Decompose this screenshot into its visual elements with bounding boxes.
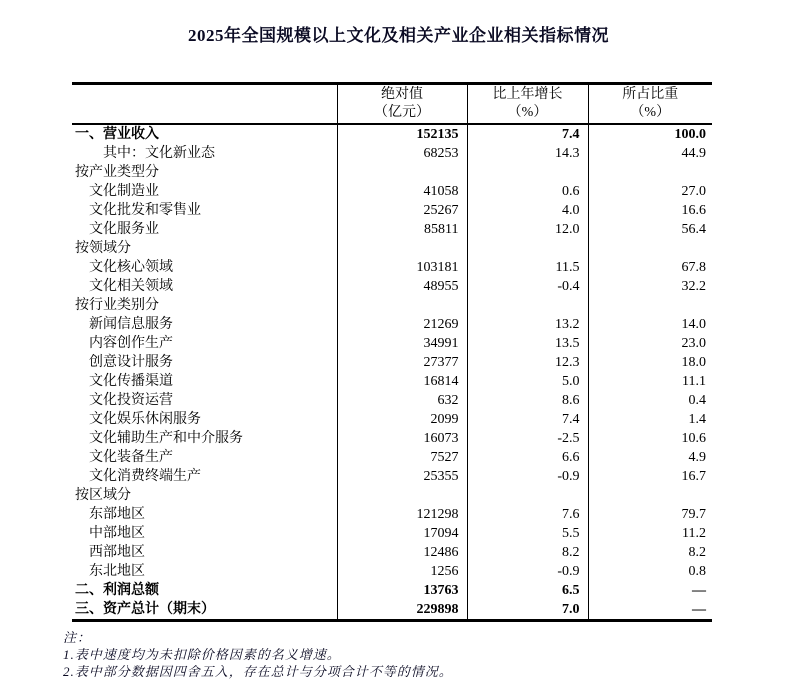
row-value-share: 67.8 [681,260,706,275]
table-row [72,410,712,429]
table-row [72,334,712,353]
row-value-share: 0.4 [688,393,706,408]
table-row [72,163,712,182]
col-header-name: 绝对值 [381,87,423,102]
table-row [72,201,712,220]
row-value-growth: 8.2 [467,543,588,562]
row-value-growth: 5.5 [467,524,588,543]
row-value-growth [467,239,588,258]
indicators-table [72,82,712,622]
row-value-absolute: 229898 [337,600,467,621]
table-row [72,543,712,562]
footnote-item: 2.表中部分数据因四舍五入，存在总计与分项合计不等的情况。 [63,664,453,679]
row-value-share: 16.6 [681,203,706,218]
row-value-growth: 13.5 [467,334,588,353]
col-header-absolute-value [337,84,467,125]
row-value-absolute: 41058 [337,182,467,201]
col-header-name: 比上年增长 [492,87,563,102]
table-row [72,353,712,372]
row-label: 按行业类别分 [72,296,337,315]
table-row [72,391,712,410]
row-value-absolute: 17094 [337,524,467,543]
table-row [72,600,712,621]
row-label: 按产业类型分 [72,163,337,182]
row-value-growth: 7.6 [467,505,588,524]
table-body [72,124,712,621]
row-value-absolute: 121298 [337,505,467,524]
row-value-share [588,296,712,315]
row-value-growth: 14.3 [467,144,588,163]
row-value-share: 4.9 [688,450,706,465]
table-row [72,239,712,258]
row-value-share: 44.9 [681,146,706,161]
row-label: 按领域分 [72,239,337,258]
row-value-growth: -2.5 [467,429,588,448]
row-value-absolute: 48955 [337,277,467,296]
table-row [72,581,712,600]
col-header-yoy-growth [467,84,588,125]
row-value-absolute: 103181 [337,258,467,277]
table-row [72,505,712,524]
row-label: 文化辅助生产和中介服务 [72,429,337,448]
row-value-growth: 5.0 [467,372,588,391]
row-value-growth: 8.6 [467,391,588,410]
table-row [72,524,712,543]
col-header-share [588,84,712,125]
row-label: 文化核心领域 [72,258,337,277]
table-row [72,144,712,163]
row-value-absolute: 25267 [337,201,467,220]
footnote-item: 1.表中速度均为未扣除价格因素的名义增速。 [63,647,341,662]
row-label: 一、营业收入 [72,124,337,144]
row-value-absolute: 85811 [337,220,467,239]
table-row [72,315,712,334]
table-row [72,562,712,581]
row-value-share: 1.4 [688,412,706,427]
row-value-share: 23.0 [681,336,706,351]
row-value-absolute [337,486,467,505]
row-value-absolute: 21269 [337,315,467,334]
row-value-growth: -0.9 [467,562,588,581]
row-value-growth: 0.6 [467,182,588,201]
row-label: 文化传播渠道 [72,372,337,391]
row-value-absolute: 632 [337,391,467,410]
table-row [72,277,712,296]
row-value-share: 32.2 [681,279,706,294]
row-label: 内容创作生产 [72,334,337,353]
row-value-growth [467,486,588,505]
row-label: 三、资产总计（期末） [72,600,337,621]
page-title: 2025年全国规模以上文化及相关产业企业相关指标情况 [188,26,609,45]
row-value-absolute: 7527 [337,448,467,467]
row-value-share: — [692,602,706,617]
row-label: 按区域分 [72,486,337,505]
row-label: 东部地区 [72,505,337,524]
row-value-growth: 13.2 [467,315,588,334]
col-header-stub [72,84,337,125]
row-value-share: 79.7 [681,507,706,522]
row-value-share: 11.2 [682,526,706,541]
row-label: 新闻信息服务 [72,315,337,334]
row-value-growth: 7.4 [467,410,588,429]
row-value-growth: 7.0 [467,600,588,621]
table-header [72,84,712,125]
table-row [72,182,712,201]
row-value-share: 11.1 [682,374,706,389]
row-value-absolute: 68253 [337,144,467,163]
row-value-growth: 12.0 [467,220,588,239]
row-value-growth: 4.0 [467,201,588,220]
row-label: 文化消费终端生产 [72,467,337,486]
row-value-absolute [337,239,467,258]
footnote-label: 注： [63,630,92,645]
row-value-absolute: 1256 [337,562,467,581]
row-label: 其中：文化新业态 [72,144,337,163]
footnotes [63,629,797,680]
row-value-growth: 12.3 [467,353,588,372]
col-header-unit: （%） [630,105,671,120]
row-value-growth: -0.9 [467,467,588,486]
row-value-growth [467,296,588,315]
table-row [72,486,712,505]
row-value-absolute: 152135 [337,124,467,144]
row-value-share [588,239,712,258]
row-value-absolute [337,163,467,182]
row-value-growth: 11.5 [467,258,588,277]
header-row [72,84,712,125]
row-value-share: 14.0 [681,317,706,332]
row-label: 西部地区 [72,543,337,562]
row-label: 文化相关领域 [72,277,337,296]
row-label: 文化制造业 [72,182,337,201]
row-value-absolute: 27377 [337,353,467,372]
row-value-share: 56.4 [681,222,706,237]
row-value-share: 27.0 [681,184,706,199]
row-value-share: — [692,583,706,598]
row-value-absolute: 34991 [337,334,467,353]
row-value-growth: 6.6 [467,448,588,467]
row-value-share: 0.8 [688,564,706,579]
table-row [72,124,712,144]
table-row [72,296,712,315]
row-label: 文化投资运营 [72,391,337,410]
row-value-absolute [337,296,467,315]
row-value-share: 10.6 [681,431,706,446]
row-label: 二、利润总额 [72,581,337,600]
col-header-unit: （%） [507,105,548,120]
row-value-growth [467,163,588,182]
col-header-name: 所占比重 [622,87,679,102]
row-value-share: 18.0 [681,355,706,370]
row-value-share: 8.2 [688,545,706,560]
row-value-share [588,486,712,505]
row-label: 文化装备生产 [72,448,337,467]
table-row [72,220,712,239]
row-value-growth: 6.5 [467,581,588,600]
row-label: 中部地区 [72,524,337,543]
table-row [72,258,712,277]
row-value-absolute: 12486 [337,543,467,562]
table-row [72,429,712,448]
row-value-growth: -0.4 [467,277,588,296]
row-label: 创意设计服务 [72,353,337,372]
row-value-share [588,163,712,182]
row-value-absolute: 16073 [337,429,467,448]
table-row [72,372,712,391]
table-row [72,448,712,467]
row-label: 文化批发和零售业 [72,201,337,220]
row-value-absolute: 25355 [337,467,467,486]
col-header-unit: （亿元） [374,105,430,120]
row-label: 东北地区 [72,562,337,581]
row-label: 文化娱乐休闲服务 [72,410,337,429]
row-value-growth: 7.4 [467,124,588,144]
row-value-absolute: 16814 [337,372,467,391]
row-value-share: 100.0 [674,127,706,142]
table-row [72,467,712,486]
row-value-share: 16.7 [681,469,706,484]
row-value-absolute: 13763 [337,581,467,600]
row-label: 文化服务业 [72,220,337,239]
row-value-absolute: 2099 [337,410,467,429]
